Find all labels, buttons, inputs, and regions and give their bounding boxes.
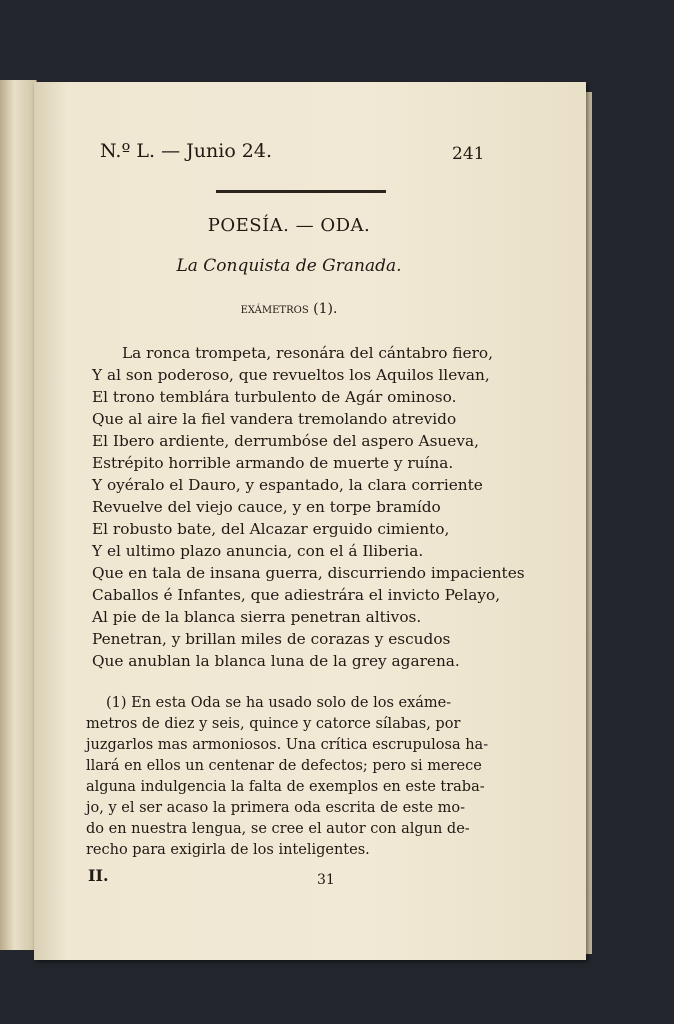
footnote-line: juzgarlos mas armoniosos. Una crítica escrupulosa ha- [86,737,489,753]
poem-subtitle: La Conquista de Granada. [176,256,402,276]
book-page [34,82,586,960]
meter-heading: exámetros (1). [240,301,338,317]
footnote-line: jo, y el ser acaso la primera oda escrita de este mo- [86,800,466,816]
page-number: 241 [452,144,485,164]
verse-line: Penetran, y brillan miles de corazas y escudos [92,630,451,648]
verse-line: Caballos é Infantes, que adiestrára el invicto Pelayo, [92,586,501,604]
running-header: N.º L. — Junio 24. [100,140,273,162]
footnote-line: llará en ellos un centenar de defectos; pero si merece [86,758,482,774]
verse-line: Estrépito horrible armando de muerte y ruína. [92,454,454,472]
verse-line: Y oyéralo el Dauro, y espantado, la clara corriente [92,476,483,494]
verse-line: Que en tala de insana guerra, discurriendo impacientes [92,564,525,582]
footnote-line: (1) En esta Oda se ha usado solo de los exáme- [106,695,452,711]
verse-line: El robusto bate, del Alcazar erguido cimiento, [92,520,450,538]
left-page-edge [0,80,37,950]
verse-line: La ronca trompeta, resonára del cántabro fiero, [122,344,493,362]
section-title: POESÍA. — ODA. [207,215,371,236]
verse-line: Y el ultimo plazo anuncia, con el á Iliberia. [92,542,424,560]
right-page-edge [586,92,592,954]
signature-mark: II. [88,866,109,885]
verse-line: El Ibero ardiente, derrumbóse del aspero Asueva, [92,432,479,450]
verse-line: Al pie de la blanca sierra penetran altivos. [92,608,422,626]
footnote-line: do en nuestra lengua, se cree el autor con algun de- [86,821,470,837]
footnote-line: metros de diez y seis, quince y catorce sílabas, por [86,716,461,732]
footnote-line: recho para exigirla de los inteligentes. [86,842,370,858]
footnote-line: alguna indulgencia la falta de exemplos en este traba- [86,779,485,795]
folio-number: 31 [317,872,335,888]
verse-line: Que anublan la blanca luna de la grey agarena. [92,652,460,670]
header-rule [216,190,386,193]
verse-line: Y al son poderoso, que revueltos los Aquilos llevan, [92,366,490,384]
verse-line: El trono temblára turbulento de Agár ominoso. [92,388,457,406]
verse-line: Que al aire la fiel vandera tremolando atrevido [92,410,457,428]
verse-line: Revuelve del viejo cauce, y en torpe bramído [92,498,441,516]
